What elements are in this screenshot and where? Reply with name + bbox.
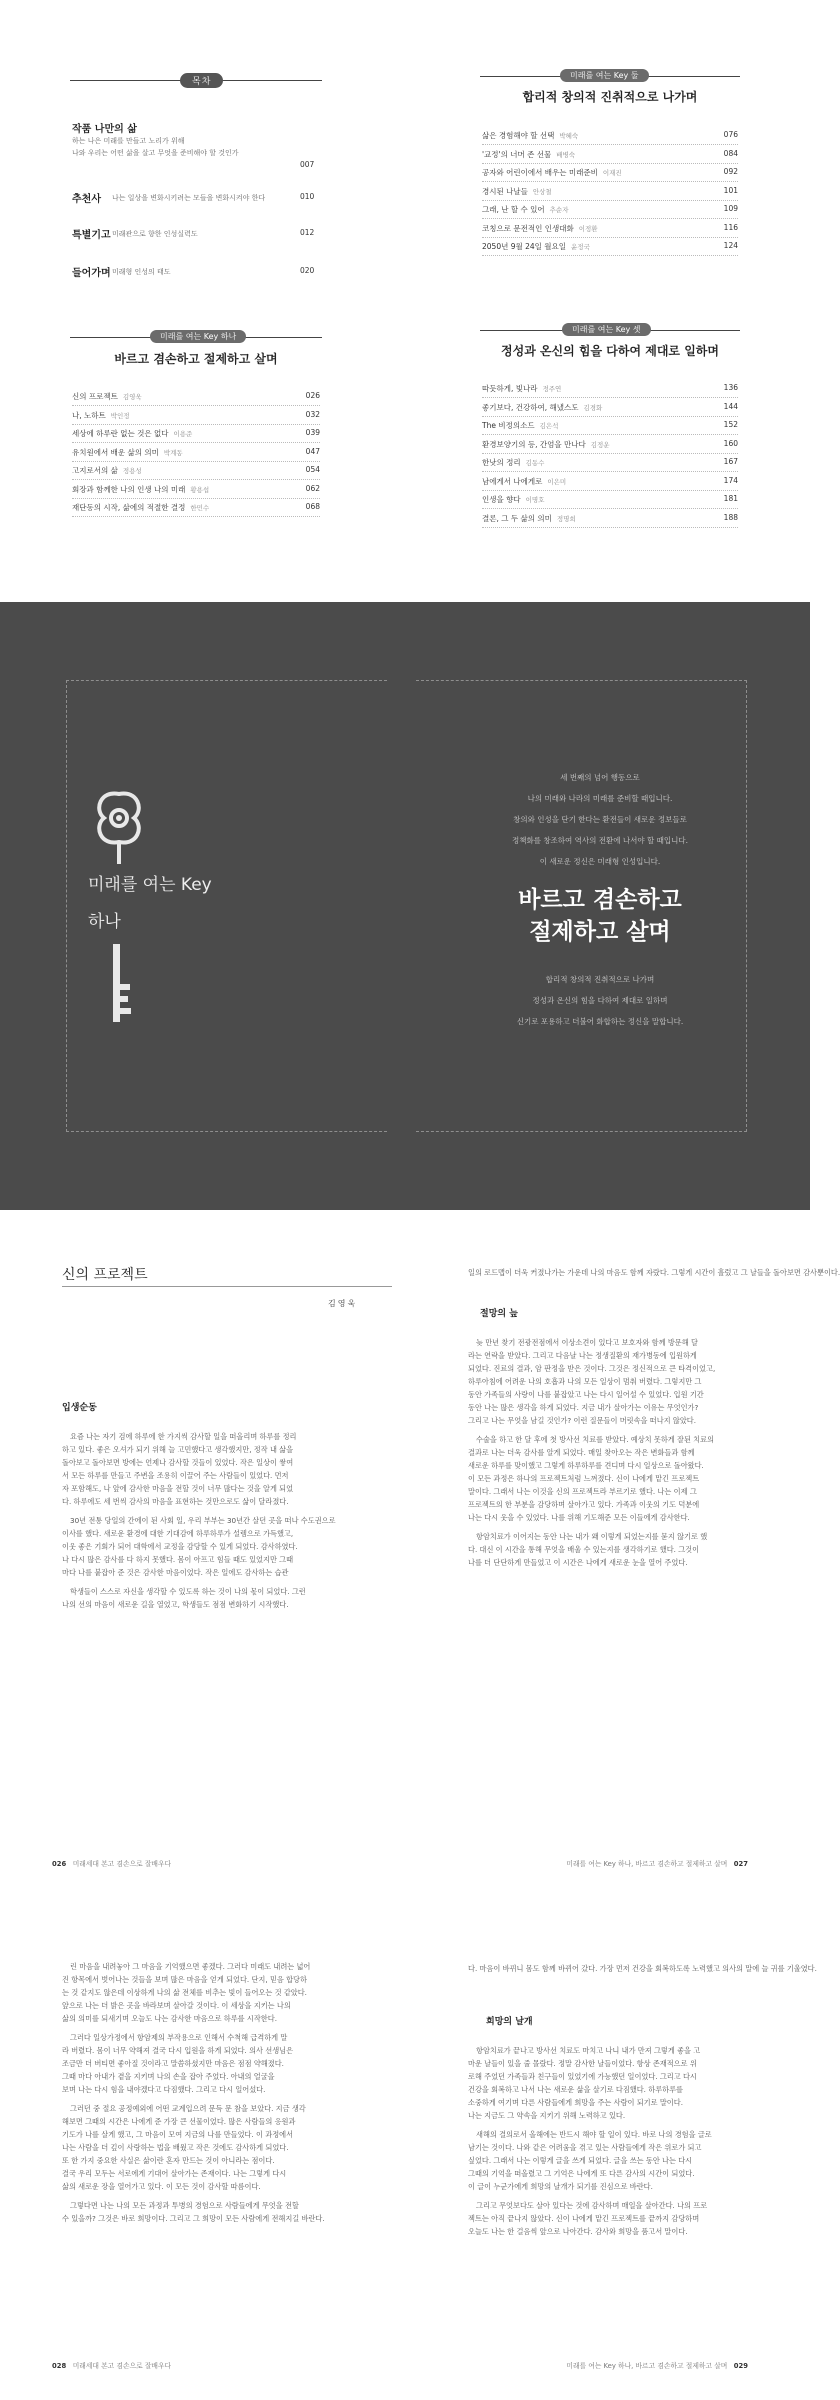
toc-entry-page: 181 [723, 494, 738, 503]
text-line: 그리고 무엇보다도 살아 있다는 것에 감사하며 매일을 살아간다. 나의 프로 [476, 2201, 708, 2210]
toc-entry-page: 160 [723, 438, 738, 448]
toc-entry-page: 068 [305, 502, 320, 511]
footer-book-title: 미래세대 본고 겸손으로 잘배우다 [72, 2362, 172, 2370]
key-shaft-icon [104, 944, 134, 1022]
toc-entry-page: 152 [723, 420, 738, 429]
toc-entry [482, 167, 738, 179]
part-title-line2: 절제하고 살며 [529, 919, 671, 945]
text-line: 나를 더 단단하게 만들었고 이 시간은 나에게 새로운 눈을 열어 주었다. [468, 1558, 688, 1567]
toc-entry-title: 신의 프로젝트 [72, 392, 118, 401]
toc-entry-page: 124 [723, 241, 738, 250]
text-line: 자 포함해도, 나 앞에 감사한 마음을 전할 것이 너무 많다는 것을 알게 되었 [62, 1484, 294, 1493]
toc-header: 목차 [180, 73, 223, 88]
body-paragraph [62, 1430, 392, 1508]
toc-entry-page: 039 [305, 428, 320, 437]
text-line: 이웃 좋은 기회가 되어 대학에서 교정을 감당할 수 있게 되었다. 감사하였다. [62, 1542, 298, 1551]
toc-entry-page: 188 [723, 512, 738, 522]
toc-entry-divider [72, 498, 320, 499]
text-line: 요즘 나는 자기 검에 하루에 한 가지씩 감사할 일을 떠올리며 하루를 정리 [70, 1432, 297, 1441]
body-paragraph [468, 1433, 760, 1524]
text-line: 되었다. 진료의 결과, 암 판정을 받은 것이다. 그것은 정신적으로 큰 타격이었고, [468, 1364, 716, 1373]
text-line: 젝트는 아직 끝나지 않았다. 신이 나에게 맡긴 프로젝트를 끝까지 감당하며 [468, 2214, 700, 2223]
text-line: 항암치료가 끝나고 방사선 치료도 마치고 나니 내가 만져 그렇게 좋을 고 [476, 2046, 701, 2055]
body-paragraph [62, 2031, 392, 2096]
toc-entry-page: 116 [723, 222, 738, 232]
toc-section-desc: 나와 우리는 어떤 삶을 살고 무엇을 준비해야 할 것인가 [72, 149, 239, 157]
toc-entry-title: 좋기보다, 건강하여, 해냈스도 [482, 402, 579, 412]
text-line: 이 글이 누군가에게 희망의 날개가 되기를 진심으로 바란다. [468, 2182, 653, 2191]
toc-entry-divider [482, 181, 738, 182]
text-line: 로해 주었던 가족들과 친구들이 있었기에 가능했던 일이었다. 그리고 다시 [468, 2072, 697, 2081]
text-line: 삶의 의미를 되새기며 오늘도 나는 감사한 마음으로 하루를 시작한다. [62, 2014, 277, 2023]
toc-entry [482, 513, 738, 525]
toc-entry [482, 204, 738, 216]
body-paragraph [62, 2102, 392, 2193]
page-number: 027 [733, 1860, 748, 1868]
outro-line: 합리적 창의적 진취적으로 나가며 [545, 975, 655, 984]
key-label: 미래를 여는 Key [88, 875, 212, 895]
body-paragraph [468, 2128, 760, 2193]
toc-entry-page: 054 [305, 465, 320, 474]
toc-section-title: 작품 나만의 삶 [72, 124, 137, 135]
toc-entry [482, 383, 738, 395]
text-line: 진 항목에서 벗어나는 것들을 보며 많은 마음을 얻게 되었다. 단지, 믿음 합당하 [62, 1975, 307, 1984]
toc-entry-page: 032 [305, 409, 320, 419]
toc-entry-divider [72, 424, 320, 425]
toc-entry-divider [72, 442, 320, 443]
toc-entry-divider [482, 508, 738, 509]
text-line: 결과로 나는 더욱 감사를 알게 되었다. 매일 찾아오는 작은 변화들과 함께 [468, 1448, 695, 1457]
toc-entry-page: 076 [723, 130, 738, 139]
toc-entry-author: 추순자 [549, 206, 569, 214]
part2-title: 합리적 창의적 진취적으로 나가며 [522, 90, 698, 104]
toc-entry-divider [482, 434, 738, 435]
part-opener-page [0, 602, 810, 1210]
body-paragraph [468, 1530, 760, 1569]
text-line: 하고 있다. 좋은 오셔가 되기 위해 늘 고민했다고 생각했지만, 정작 내 삶을 [62, 1445, 294, 1454]
text-line: 조금만 더 버티면 좋아질 것이라고 말씀하셨지만 마음은 점점 약해졌다. [62, 2059, 284, 2068]
toc-page-number: 012 [300, 228, 315, 237]
toc-entry-page: 047 [305, 446, 320, 456]
toc-entry [72, 484, 320, 496]
toc-entry [482, 149, 738, 161]
toc-entry-author: 정주연 [542, 385, 562, 393]
toc-page-number: 020 [300, 266, 315, 275]
toc-entry-divider [482, 163, 738, 164]
part1-title: 바르고 겸손하고 절제하고 살며 [114, 352, 278, 366]
text-line: 새로운 하루를 맞이했고 그렇게 하루하루를 견디며 다시 일상으로 돌아왔다. [468, 1461, 704, 1470]
text-line: 말이다. 그래서 나는 이것을 신의 프로젝트라 부르기로 했다. 나는 이제 그 [468, 1487, 697, 1496]
intro-line: 창의와 인성을 단기 한다는 환전들이 새로운 정보들로 [513, 815, 687, 824]
body-paragraph [62, 2199, 392, 2225]
toc-entry-title: '교정'의 너머 존 선물 [482, 149, 552, 159]
toc-entry-title: 삶은 경험해야 할 선택 [482, 131, 555, 140]
toc-entry-title: 경시된 나날들 [482, 186, 528, 196]
footer-part-title: 미래를 여는 Key 하나, 바르고 겸손하고 절제하고 살며 [566, 1860, 728, 1868]
text-line: 항암치료가 이어지는 동안 나는 내가 왜 이렇게 되었는지를 묻지 않기로 했 [476, 1532, 708, 1541]
toc-entry-page: 174 [723, 475, 738, 485]
toc-entry-title: The 비정의소드 [482, 421, 535, 430]
text-line: 학생들이 스스로 자신을 생각할 수 있도록 하는 것이 나의 몫이 되었다. 그런 [70, 1587, 306, 1596]
part2-label: 미래를 여는 Key 둘 [560, 69, 649, 82]
toc-entry-divider [482, 144, 738, 145]
toc-entry-author: 이재진 [602, 169, 622, 177]
text-line: 그리고 나는 무엇을 남길 것인가? 이런 질문들이 머릿속을 떠나지 않았다. [468, 1416, 697, 1425]
toc-entry [72, 502, 320, 514]
footer-right [566, 2360, 748, 2370]
toc-entry-title: 남에게서 나에게로 [482, 476, 543, 486]
toc-entry-divider [482, 397, 738, 398]
toc-entry-divider [482, 527, 738, 528]
toc-entry-title: 한낫의 정리 [482, 458, 521, 467]
text-line: 오늘도 나는 한 걸음씩 앞으로 나아간다. 감사와 희망을 품고서 말이다. [468, 2227, 688, 2236]
toc-section-title: 추천사 [72, 194, 101, 205]
toc-entry-author: 이용준 [173, 430, 193, 438]
toc-entry-title: 그래, 난 할 수 있어 [482, 205, 545, 214]
toc-entry [482, 476, 738, 488]
text-line: 린 마음을 내려놓아 그 마음을 기억했으면 좋겠다. 그러다 미래도 내려는 넓어 [70, 1962, 311, 1971]
text-line: 하루아침에 어려운 나의 호흡과 나의 모든 일상이 멈춰 버렸다. 그렇지만 그 [468, 1377, 702, 1386]
key-number: 하나 [88, 912, 121, 932]
part3-title: 정성과 온신의 힘을 다하여 제대로 일하며 [501, 344, 719, 358]
text-line: 이 모든 과정은 하나의 프로젝트처럼 느껴졌다. 신이 나에게 맡긴 프로젝트 [468, 1474, 700, 1483]
outro-line: 신기로 포용하고 더불어 화합하는 정신을 말합니다. [516, 1017, 684, 1026]
toc-entry-author: 이명호 [525, 496, 545, 504]
text-line: 그렇다면 나는 나의 모든 과정과 투병의 경험으로 사람들에게 무엇을 전할 [70, 2201, 299, 2210]
toc-section-title: 특별기고 [72, 230, 111, 241]
text-line: 보며 나는 다시 힘을 내야겠다고 다짐했다. 그리고 다시 일어섰다. [62, 2085, 266, 2094]
intro-line: 나의 미래와 나라의 미래를 준비할 때입니다. [527, 794, 673, 803]
text-line: 기도가 나를 살게 했고, 그 마음이 모여 지금의 나를 만들었다. 이 과정에서 [62, 2130, 294, 2139]
article2-right-top [468, 1962, 817, 1975]
body-paragraph [468, 2199, 760, 2238]
article-title: 신의 프로젝트 [62, 1267, 148, 1283]
text-line: 다. 하루에도 세 번씩 감사의 마음을 표현하는 것만으로도 삶이 달라졌다. [62, 1497, 289, 1506]
toc-section-desc: 나는 일상을 변화시키려는 모들을 변화시켜야 한다 [112, 194, 266, 202]
toc-entry-divider [482, 416, 738, 417]
text-line: 삶의 새로운 장을 열어가고 있다. 이 모든 것이 감사할 따름이다. [62, 2182, 261, 2191]
text-line: 건강을 회복하고 나서 나는 새로운 삶을 살기로 다짐했다. 하루하루를 [468, 2085, 683, 2094]
toc-entry-title: 공자와 어린이에서 배우는 미래준비 [482, 168, 598, 177]
toc-entry-divider [482, 255, 738, 256]
text-line: 나 다시 많은 감사를 다 하지 못했다. 몸이 아프고 힘들 때도 있었지만 그때 [62, 1555, 294, 1564]
toc-entry [482, 420, 738, 432]
toc-entry [482, 186, 738, 198]
toc-entry-author: 박인정 [110, 411, 130, 420]
toc-entry-divider [482, 490, 738, 491]
toc-entry [482, 457, 738, 469]
footer-right [566, 1858, 748, 1868]
toc-entry-divider [72, 516, 320, 517]
text-line: 앞으로 나는 더 밝은 곳을 바라보며 살아갈 것이다. 이 세상을 지키는 나의 [62, 2001, 291, 2010]
toc-entry-page: 026 [305, 391, 320, 400]
text-line: 그러다 일상가정에서 항암제의 부작용으로 인해서 수척해 급격하게 말 [70, 2033, 288, 2042]
body-paragraph [62, 1960, 392, 2025]
toc-entry [72, 391, 320, 403]
toc-entry-author: 이은미 [547, 477, 567, 486]
text-line: 돌아보고 돌아보면 방에는 언제나 감사할 것들이 있었다. 작은 일상이 쌓여 [62, 1458, 294, 1467]
toc-entry [72, 447, 320, 459]
toc-entry-divider [482, 471, 738, 472]
text-line: 서 모든 하루를 만들고 주변을 조용히 이끌어 주는 사람들이 있었다. 먼저 [62, 1471, 289, 1480]
part3-label: 미래를 여는 Key 셋 [562, 323, 651, 336]
key-bow-icon [90, 788, 148, 868]
toc-entry-divider [72, 461, 320, 462]
toc-entry-title: 2050년 9월 24일 월요일 [482, 242, 567, 251]
toc-entry-divider [482, 453, 738, 454]
body-paragraph [62, 1585, 392, 1611]
toc-page-number: 010 [300, 192, 315, 201]
toc-entry-page: 109 [723, 204, 738, 213]
toc-entry-author: 정명희 [556, 514, 576, 523]
toc-entry-title: 세상에 하루란 없는 것은 없다 [72, 429, 169, 438]
intro-line: 이 새로운 정신은 미래형 인성입니다. [539, 857, 661, 866]
toc-entry [72, 465, 320, 477]
toc-entry-author: 이정환 [578, 224, 598, 233]
footer-part-title: 미래를 여는 Key 하나, 바르고 겸손하고 절제하고 살며 [566, 2362, 728, 2370]
section-heading-1: 입생순동 [62, 1403, 97, 1413]
toc-entry-title: 재단동의 시작, 삶에의 적절한 결정 [72, 503, 186, 512]
toc-entry-title: 나, 노하트 [72, 410, 106, 420]
toc-entry [72, 410, 320, 422]
toc-entry-page: 144 [723, 401, 738, 411]
text-line: 동안 나는 많은 생각을 하게 되었다. 지금 내가 살아가는 이유는 무엇인가? [468, 1403, 699, 1412]
article-author: 김영욱 [328, 1299, 358, 1308]
toc-entry-title: 환경보양기의 등, 간엄을 만나다 [482, 439, 586, 449]
article1-right-top [468, 1266, 840, 1279]
toc-entry-page: 136 [723, 383, 738, 392]
body-paragraph [468, 2044, 760, 2122]
toc-entry-title: 회장과 함께한 나의 인생 나의 미래 [72, 484, 186, 494]
text-line: 그때 마다 아내가 곁을 지키며 나의 손을 잡아 주었다. 아내의 얼굴을 [62, 2072, 275, 2081]
text-line: 마운 날들이 있을 줄 몰랐다. 정말 감사한 날들이었다. 항상 존재적으로 위 [468, 2059, 697, 2068]
toc-entry-title: 따듯하게, 빛나라 [482, 384, 538, 393]
part-title-line1: 바르고 겸손하고 [518, 887, 682, 913]
toc-entry-page: 062 [305, 483, 320, 493]
toc-entry-title: 유치원에서 배운 삶의 의미 [72, 447, 159, 457]
toc-entry-author: 박계동 [163, 448, 183, 457]
text-line: 프로젝트의 한 부분을 감당하며 살아가고 있다. 가족과 이웃의 기도 덕분에 [468, 1500, 700, 1509]
page-number: 028 [52, 2362, 67, 2370]
toc-entry-author: 한민수 [190, 504, 210, 512]
text-line: 30년 전통 당일의 간에이 된 사회 일, 우리 부부는 30년간 살던 곳을 떠나 수도권으로 [70, 1516, 336, 1525]
toc-page-number: 007 [300, 160, 315, 169]
dashed-frame-left [66, 680, 387, 1132]
text-line: 수 있을까? 그것은 바로 희망이다. 그리고 그 희망이 모든 사람에게 전해지길 바란다. [62, 2214, 325, 2223]
toc-entry [482, 241, 738, 253]
text-line: 또 한 가지 중요한 사실은 삶이란 혼자 만드는 것이 아니라는 점이다. [62, 2156, 275, 2165]
toc-entry-divider [482, 200, 738, 201]
text-line: 그러던 중 절요 공정예외에 어떤 교계입으려 문득 문 참을 보았다. 지금 생각 [70, 2104, 306, 2113]
section-heading-3: 희망의 날개 [486, 2017, 533, 2027]
toc-entry-page: 084 [723, 148, 738, 158]
toc-entry-author: 김정운 [590, 440, 610, 449]
toc-entry [482, 402, 738, 414]
toc-entry-author: 윤정국 [571, 243, 590, 251]
text-line: 나는 다시 웃을 수 있었다. 나를 위해 기도해준 모든 이들에게 감사한다. [468, 1513, 690, 1522]
page-number: 026 [52, 1860, 67, 1868]
text-line: 는 것 같지도 않은데 이상하게 나의 삶 전체를 비추는 빛이 들어오는 것 같았다. [62, 1988, 307, 1997]
text-line: 라는 연락을 받았다. 그리고 다음날 나는 정생질환의 재가병동에 입원하게 [468, 1351, 697, 1360]
toc-entry-author: 김영욱 [122, 393, 142, 401]
text-line: 해보면 그때의 시간은 나에게 준 가장 큰 선물이었다. 많은 사람들의 응원과 [62, 2117, 296, 2126]
toc-entry-title: 고지로서의 삶 [72, 466, 118, 475]
intro-line: 세 번째의 넘어 행동으로 [560, 773, 640, 782]
text-line: 소중하게 여기며 다른 사람들에게 희망을 주는 사람이 되기로 말이다. [468, 2098, 683, 2107]
toc-entry-page: 092 [723, 167, 738, 176]
footer-book-title: 미래세대 본고 겸손으로 잘배우다 [72, 1860, 172, 1868]
body-paragraph [468, 1336, 760, 1427]
article-title-rule [62, 1286, 392, 1287]
toc-entry-author: 안상철 [532, 187, 552, 196]
text-line: 이사를 했다. 새로운 환경에 대한 기대감에 하루하루가 설렘으로 가득했고, [62, 1529, 294, 1538]
toc-entry-page: 167 [723, 457, 738, 466]
text-line: 나는 지금도 그 약속을 지키기 위해 노력하고 있다. [468, 2111, 626, 2120]
intro-line: 정책화를 창조하여 역사의 전환에 나서야 할 때입니다. [511, 836, 689, 845]
text-line: 늦 만년 찾기 전광전점에서 이상소견이 있다고 보호자와 함께 방문해 달 [476, 1338, 698, 1347]
footer-left [52, 1858, 171, 1868]
text-line: 마다 나를 붙잡아 준 것은 감사한 마음이었다. 작은 일에도 감사하는 습관 [62, 1568, 289, 1577]
toc-section-desc: 미래형 인성의 태도 [112, 268, 171, 276]
toc-entry-author: 정용성 [122, 467, 142, 475]
toc-entry-divider [72, 479, 320, 480]
text-line: 다. 마음이 바뀌니 몸도 함께 바뀌어 갔다. 가장 먼저 건강을 회복하도록 노력했고 의사의 말에 늘 귀를 기울였다. [468, 1964, 817, 1973]
toc-entry [482, 439, 738, 451]
footer-left [52, 2360, 171, 2370]
text-line: 싶었다. 그래서 나는 이렇게 글을 쓰게 되었다. 글을 쓰는 동안 나는 다시 [468, 2156, 693, 2165]
text-line: 결국 우리 모두는 서로에게 기대어 살아가는 존재이다. 나는 그렇게 다시 [62, 2169, 287, 2178]
text-line: 다. 대신 이 시간을 통해 무엇을 배울 수 있는지를 생각하기로 했다. 그것이 [468, 1545, 700, 1554]
text-line: 나의 선의 마음이 새로운 길을 열었고, 학생들도 점점 변화하기 시작했다. [62, 1600, 289, 1609]
part1-label: 미래를 여는 Key 하나 [150, 330, 246, 343]
section-heading-2: 절망의 늪 [480, 1309, 518, 1319]
body-paragraph [62, 1514, 392, 1579]
toc-entry-author: 박혜숙 [559, 132, 579, 140]
toc-entry-divider [482, 218, 738, 219]
toc-entry [482, 223, 738, 235]
text-line: 동안 가족들의 사랑이 나를 붙잡았고 나는 다시 일어설 수 있었다. 입원 기간 [468, 1390, 704, 1399]
toc-entry [482, 130, 738, 142]
toc-entry-author: 황용섭 [190, 485, 210, 494]
toc-entry-author: 김동수 [525, 459, 545, 467]
text-line: 라 버렸다. 몸이 너무 약해져 결국 다시 입원을 하게 되었다. 의사 선생님은 [62, 2046, 294, 2055]
toc-entry-author: 김은석 [539, 422, 559, 430]
text-line: 수술을 하고 한 달 후에 첫 방사선 치료를 받았다. 예상치 못하게 잘된 치료의 [476, 1435, 714, 1444]
toc-entry-title: 결론, 그 두 삶의 의미 [482, 513, 552, 523]
toc-entry-author: 배병숙 [556, 150, 576, 159]
text-line: 남기는 것이다. 나와 같은 어려움을 겪고 있는 사람들에게 작은 위로가 되고 [468, 2143, 702, 2152]
text-line: 새해의 결의로서 올해에는 반드시 해야 할 일이 있다. 바로 나의 경험을 글로 [476, 2130, 712, 2139]
toc-entry-title: 인생을 향다 [482, 495, 521, 504]
text-line: 그때의 기억을 떠올렸고 그 기억은 나에게 또 다른 감사의 시간이 되었다. [468, 2169, 695, 2178]
outro-line: 정성과 온신의 힘을 다하여 제대로 일하며 [532, 996, 668, 1005]
toc-section-title: 들어가며 [72, 268, 111, 279]
toc-entry-divider [72, 405, 320, 406]
toc-entry-divider [482, 237, 738, 238]
toc-section-desc: 미래관으로 향한 인성실력도 [112, 230, 198, 238]
toc-entry-title: 코칭으로 문전적인 인생대화 [482, 223, 574, 233]
text-line: 나는 사람을 더 깊이 사랑하는 법을 배웠고 작은 것에도 감사하게 되었다. [62, 2143, 289, 2152]
toc-entry [72, 428, 320, 440]
toc-section-desc: 하는 나은 미래를 만들고 노리가 위해 [72, 137, 185, 145]
text-line: 일의 로드맵이 더욱 커졌나가는 가운데 나의 마음도 함께 자랐다. 그렇게 시간이 흘렀고 그 날들을 돌아보면 감사뿐이다. [468, 1268, 840, 1277]
page-number: 029 [733, 2362, 748, 2370]
toc-entry-page: 101 [723, 185, 738, 195]
toc-entry-author: 김경화 [583, 403, 603, 412]
toc-entry [482, 494, 738, 506]
